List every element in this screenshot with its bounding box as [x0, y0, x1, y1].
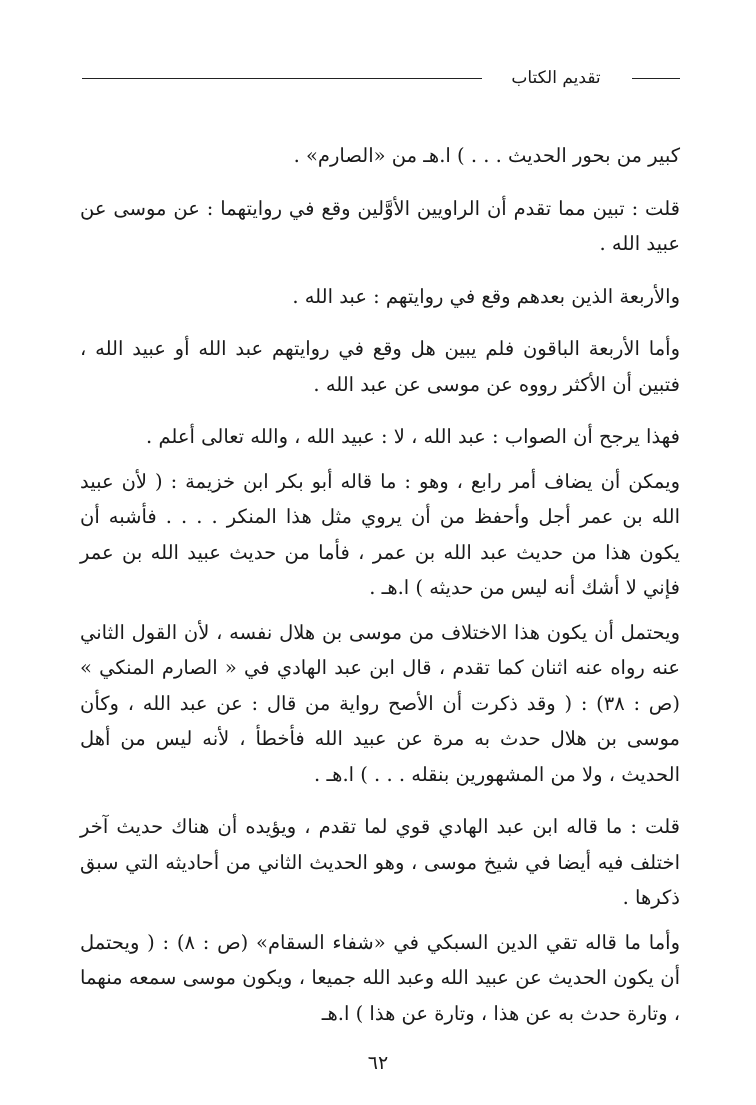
paragraph-5: فهذا يرجح أن الصواب : عبد الله ، لا : عبيد الله ، والله تعالى أعلم . [146, 425, 680, 448]
paragraph-9: وأما ما قاله تقي الدين السبكي في «شفاء السقام» (ص : ٨) : ( ويحتمل أن يكون الحديث عن عبيد الله وعبد الله جميعا ، ويكون موسى سمعه منهما ، وتارة حدث به عن هذا ، وتارة عن هذا ) ا.هـ [80, 930, 680, 1025]
paragraph-4: وأما الأربعة الباقون فلم يبين هل وقع في روايتهم عبد الله أو عبيد الله ، فتبين أن الأكثر رووه عن موسى عن عبد الله . [80, 337, 680, 396]
paragraph-6: ويمكن أن يضاف أمر رابع ، وهو : ما قاله أبو بكر ابن خزيمة : ( لأن عبيد الله بن عمر أجل وأحفظ من أن يروي مثل هذا المنكر . . . . فأشبه أن يكون هذا من حديث عبد الله بن عمر ، فأما من حديث عبيد الله بن عمر فإني لا أشك أنه ليس من حديثه ) ا.هـ . [80, 469, 680, 599]
header-rule-right [632, 78, 680, 79]
paragraph-7: ويحتمل أن يكون هذا الاختلاف من موسى بن هلال نفسه ، لأن القول الثاني عنه رواه عنه اثنان كما تقدم ، قال ابن عبد الهادي في « الصارم المنكي » (ص : ٣٨) : ( وقد ذكرت أن الأصح رواية من قال : عن عبد الله ، وكأن موسى بن هلال حدث به مرة عن عبيد الله فأخطأ ، لأنه ليس من أهل الحديث ، ولا من المشهورين بنقله . . . ) ا.هـ . [80, 620, 680, 786]
body-text [80, 138, 680, 1031]
paragraph-2: قلت : تبين مما تقدم أن الراويين الأوَّلين وقع في روايتهما : عن موسى عن عبيد الله . [80, 196, 680, 255]
header-rule-left [82, 78, 482, 79]
paragraph-3: والأربعة الذين بعدهم وقع في روايتهم : عبد الله . [292, 284, 680, 308]
paragraph-1: كبير من بحور الحديث . . . ) ا.هـ من «الصارم» . [293, 144, 680, 167]
paragraph-8: قلت : ما قاله ابن عبد الهادي قوي لما تقدم ، ويؤيده أن هناك حديث آخر اختلف فيه أيضا في شيخ موسى ، وهو الحديث الثاني من أحاديثه التي سبق ذكرها . [80, 815, 680, 909]
running-header [82, 66, 680, 90]
page-number: ٦٢ [367, 1052, 389, 1074]
running-header-title: تقديم الكتاب [486, 66, 626, 90]
